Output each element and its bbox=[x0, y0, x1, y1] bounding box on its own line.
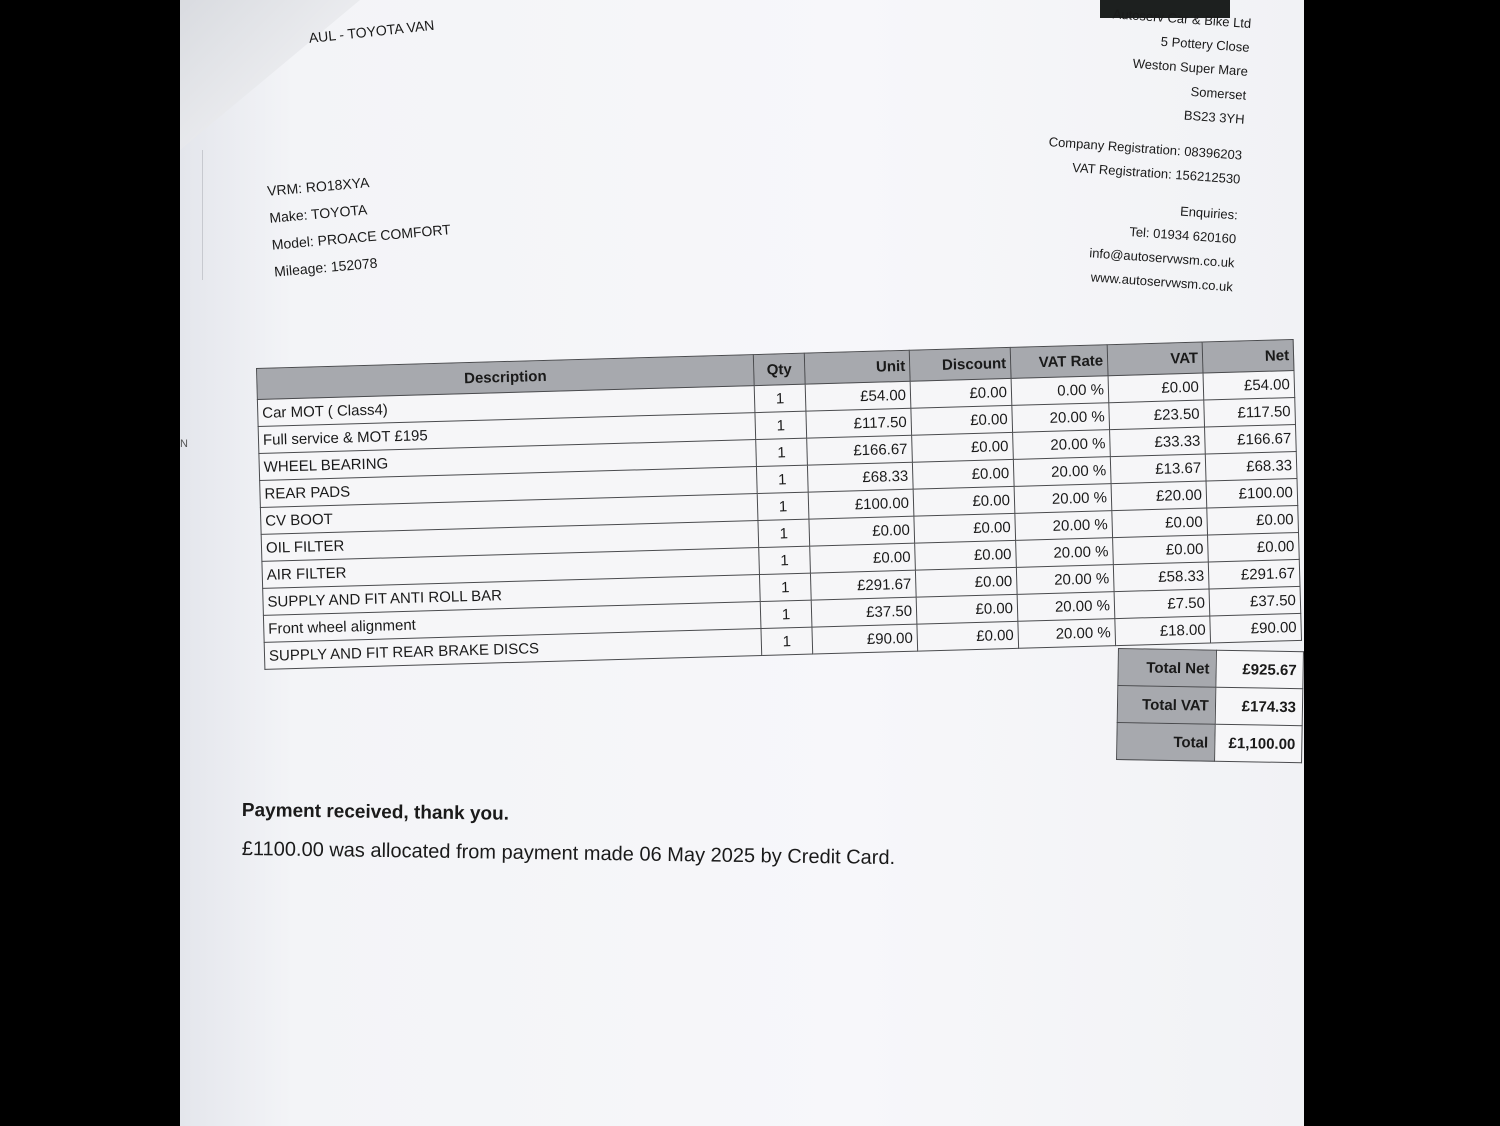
total-net-value: £925.67 bbox=[1216, 650, 1304, 689]
col-header: Discount bbox=[909, 347, 1011, 381]
vehicle-model: Model: PROACE COMFORT bbox=[271, 221, 452, 253]
item-discount: £0.00 bbox=[912, 432, 1014, 462]
item-vat-rate: 20.00 % bbox=[1013, 430, 1111, 460]
col-header: VAT Rate bbox=[1010, 345, 1108, 379]
company-website: www.autoservwsm.co.uk bbox=[1090, 269, 1234, 295]
invoice-table bbox=[256, 339, 1302, 670]
margin-mark: N bbox=[180, 438, 188, 450]
item-unit: £291.67 bbox=[810, 570, 916, 600]
item-vat-rate: 20.00 % bbox=[1015, 511, 1113, 541]
item-qty: 1 bbox=[760, 600, 812, 628]
item-description: Car MOT ( Class4) bbox=[257, 386, 755, 427]
col-header: Description bbox=[257, 355, 755, 400]
company-tel: Tel: 01934 620160 bbox=[1128, 224, 1237, 247]
item-vat-rate: 20.00 % bbox=[1016, 538, 1114, 568]
col-header: Qty bbox=[753, 353, 805, 385]
total-net-label: Total Net bbox=[1118, 649, 1216, 688]
item-unit: £100.00 bbox=[808, 489, 914, 519]
vat-registration: VAT Registration: 156212530 bbox=[1071, 159, 1241, 187]
item-vat-rate: 20.00 % bbox=[1013, 457, 1111, 487]
total-vat-row bbox=[1117, 686, 1303, 726]
vehicle-vrm: VRM: RO18XYA bbox=[266, 174, 370, 199]
vehicle-mileage: Mileage: 152078 bbox=[273, 254, 379, 280]
col-header: VAT bbox=[1107, 342, 1203, 376]
invoice-page bbox=[180, 0, 1304, 1126]
item-vat-rate: 20.00 % bbox=[1018, 619, 1116, 649]
item-vat: £33.33 bbox=[1110, 427, 1206, 457]
item-description: SUPPLY AND FIT REAR BRAKE DISCS bbox=[264, 629, 762, 670]
item-net: £37.50 bbox=[1209, 586, 1301, 616]
item-vat: £20.00 bbox=[1111, 481, 1207, 511]
item-unit: £54.00 bbox=[805, 381, 911, 411]
payment-text: £1100.00 was allocated from payment made 06 May 2025 by Credit Card. bbox=[241, 838, 896, 870]
item-qty: 1 bbox=[761, 627, 813, 655]
vehicle-make: Make: TOYOTA bbox=[268, 201, 368, 226]
item-description: OIL FILTER bbox=[261, 521, 759, 562]
company-email: info@autoservwsm.co.uk bbox=[1088, 245, 1235, 271]
item-qty: 1 bbox=[755, 411, 807, 439]
item-vat: £0.00 bbox=[1112, 508, 1208, 538]
total-label: Total bbox=[1117, 722, 1215, 761]
total-net-row bbox=[1118, 649, 1304, 689]
totals-table bbox=[1116, 648, 1304, 763]
item-unit: £0.00 bbox=[810, 543, 916, 573]
item-qty: 1 bbox=[756, 438, 808, 466]
item-vat-rate: 20.00 % bbox=[1012, 403, 1110, 433]
item-vat: £18.00 bbox=[1115, 616, 1211, 646]
item-discount: £0.00 bbox=[910, 378, 1012, 408]
company-address-line: 5 Pottery Close bbox=[1160, 33, 1251, 55]
item-unit: £0.00 bbox=[809, 516, 915, 546]
item-vat: £7.50 bbox=[1114, 589, 1210, 619]
item-net: £54.00 bbox=[1203, 371, 1295, 401]
item-net: £100.00 bbox=[1206, 478, 1298, 508]
item-discount: £0.00 bbox=[911, 405, 1013, 435]
vehicle-details bbox=[266, 162, 454, 285]
company-details bbox=[973, 0, 1252, 299]
item-vat-rate: 20.00 % bbox=[1016, 565, 1114, 595]
item-discount: £0.00 bbox=[915, 540, 1017, 570]
item-qty: 1 bbox=[754, 384, 806, 412]
payment-title: Payment received, thank you. bbox=[241, 800, 510, 825]
item-description: Full service & MOT £195 bbox=[258, 413, 756, 454]
item-qty: 1 bbox=[758, 519, 810, 547]
item-net: £0.00 bbox=[1207, 505, 1299, 535]
total-vat-label: Total VAT bbox=[1117, 686, 1215, 725]
item-description: AIR FILTER bbox=[262, 548, 760, 589]
document-title: AUL - TOYOTA VAN bbox=[308, 16, 436, 46]
item-unit: £166.67 bbox=[807, 435, 913, 465]
item-discount: £0.00 bbox=[914, 513, 1016, 543]
folded-corner bbox=[180, 0, 360, 150]
underlying-page-edge bbox=[202, 150, 203, 280]
item-unit: £37.50 bbox=[811, 597, 917, 627]
col-header: Net bbox=[1202, 340, 1294, 374]
item-vat-rate: 20.00 % bbox=[1014, 484, 1112, 514]
item-qty: 1 bbox=[759, 573, 811, 601]
item-vat: £0.00 bbox=[1113, 535, 1209, 565]
company-address-line: BS23 3YH bbox=[1183, 107, 1246, 127]
item-description: REAR PADS bbox=[260, 467, 758, 508]
item-net: £117.50 bbox=[1204, 398, 1296, 428]
item-net: £291.67 bbox=[1208, 559, 1300, 589]
enquiries-label: Enquiries: bbox=[1179, 203, 1239, 223]
total-row bbox=[1117, 722, 1303, 762]
item-qty: 1 bbox=[759, 546, 811, 574]
item-net: £0.00 bbox=[1208, 532, 1300, 562]
item-vat: £0.00 bbox=[1108, 373, 1204, 403]
item-unit: £117.50 bbox=[806, 408, 912, 438]
item-discount: £0.00 bbox=[917, 621, 1019, 651]
item-description: SUPPLY AND FIT ANTI ROLL BAR bbox=[263, 575, 761, 616]
item-vat-rate: 0.00 % bbox=[1011, 376, 1109, 406]
item-discount: £0.00 bbox=[913, 486, 1015, 516]
item-unit: £68.33 bbox=[807, 462, 913, 492]
company-address-line: Somerset bbox=[1190, 83, 1247, 103]
item-vat-rate: 20.00 % bbox=[1017, 592, 1115, 622]
item-net: £166.67 bbox=[1205, 424, 1297, 454]
total-vat-value: £174.33 bbox=[1215, 687, 1303, 726]
item-qty: 1 bbox=[756, 465, 808, 493]
item-description: WHEEL BEARING bbox=[259, 440, 757, 481]
item-net: £90.00 bbox=[1210, 613, 1302, 643]
company-address-line: Weston Super Mare bbox=[1132, 55, 1249, 79]
item-description: CV BOOT bbox=[260, 494, 758, 535]
company-name: Autoserv Car & Bike Ltd bbox=[1112, 6, 1252, 31]
item-vat: £58.33 bbox=[1113, 562, 1209, 592]
item-discount: £0.00 bbox=[912, 459, 1014, 489]
item-discount: £0.00 bbox=[915, 567, 1017, 597]
company-registration: Company Registration: 08396203 bbox=[1048, 134, 1243, 163]
item-net: £68.33 bbox=[1205, 451, 1297, 481]
item-discount: £0.00 bbox=[916, 594, 1018, 624]
item-qty: 1 bbox=[757, 492, 809, 520]
item-vat: £13.67 bbox=[1110, 454, 1206, 484]
item-vat: £23.50 bbox=[1109, 400, 1205, 430]
col-header: Unit bbox=[804, 350, 910, 384]
total-value: £1,100.00 bbox=[1214, 724, 1302, 763]
item-description: Front wheel alignment bbox=[263, 602, 761, 643]
item-unit: £90.00 bbox=[812, 624, 918, 654]
